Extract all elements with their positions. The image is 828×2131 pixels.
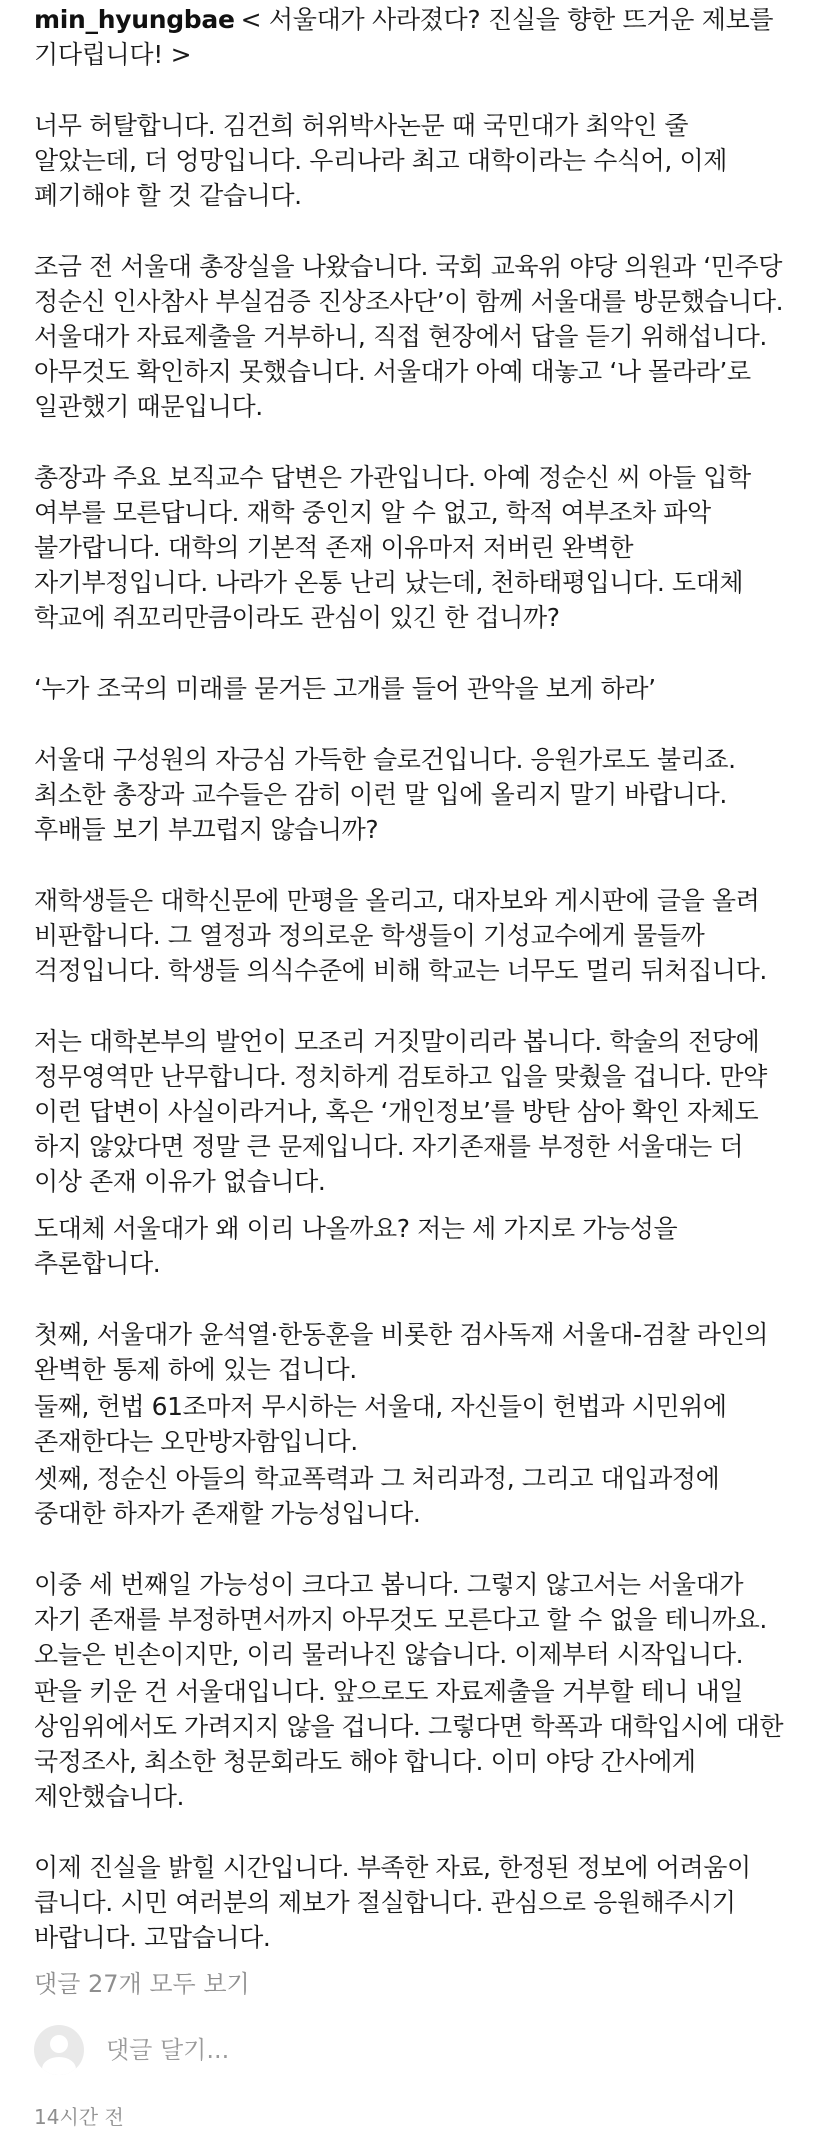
caption-slogan: ‘누가 조국의 미래를 묻거든 고개를 들어 관악을 보게 하라’ bbox=[34, 674, 656, 703]
username-link[interactable]: min_hyungbae bbox=[34, 5, 235, 34]
comment-bar bbox=[34, 2023, 794, 2077]
caption-paragraph-2: 조금 전 서울대 총장실을 나왔습니다. 국회 교육위 야당 의원과 ‘민주당 정순신 인사참사 부실검증 진상조사단’이 함께 서울대를 방문했습니다. 서울대가 자료제출을 거부하니, 직접 현장에서 답을 듣기 위해섭니다. 아무것도 확인하지 못했습니다. 서울대가 아예 대놓고 ‘나 몰라라’로 일관했기 때문입니다. bbox=[34, 252, 784, 421]
caption-paragraph-7: 저는 대학본부의 발언이 모조리 거짓말이리라 봅니다. 학술의 전당에 정무영역만 난무합니다. 정치하게 검토하고 입을 맞췄을 겁니다. 만약 이런 답변이 사실이라거나, 혹은 ‘개인정보’를 방탄 삼아 확인 자체도 하지 않았다면 정말 큰 문제입니다. 자기존재를 부정한 서울대는 더 이상 존재 이유가 없습니다. bbox=[34, 1027, 767, 1196]
caption-paragraph-12: 이중 세 번째일 가능성이 크다고 봅니다. 그렇지 않고서는 서울대가 자기 존재를 부정하면서까지 아무것도 모른다고 할 수 없을 테니까요. 오늘은 빈손이지만, 이리 물러나진 않습니다. 이제부터 시작입니다. bbox=[34, 1570, 767, 1669]
caption-paragraph-14: 이제 진실을 밝힐 시간입니다. 부족한 자료, 한정된 정보에 어려움이 큽니다. 시민 여러분의 제보가 절실합니다. 관심으로 응원해주시기 바랍니다. 고맙습니다. bbox=[34, 1853, 751, 1952]
caption-paragraph-6: 재학생들은 대학신문에 만평을 올리고, 대자보와 게시판에 글을 올려 비판합니다. 그 열정과 정의로운 학생들이 기성교수에게 물들까 걱정입니다. 학생들 의식수준에 비해 학교는 너무도 멀리 뒤처집니다. bbox=[34, 886, 767, 985]
view-all-comments-link[interactable]: 댓글 27개 모두 보기 bbox=[34, 1970, 250, 1998]
caption-paragraph-13: 판을 키운 건 서울대입니다. 앞으로도 자료제출을 거부할 테니 내일 상임위에서도 가려지지 않을 겁니다. 그렇다면 학폭과 대학입시에 대한 국정조사, 최소한 청문회라도 해야 합니다. 이미 야당 간사에게 제안했습니다. bbox=[34, 1677, 784, 1811]
caption-paragraph-3: 총장과 주요 보직교수 답변은 가관입니다. 아예 정순신 씨 아들 입학 여부를 모른답니다. 재학 중인지 알 수 없고, 학적 여부조차 파악 불가랍니다. 대학의 기본적 존재 이유마저 저버린 완벽한 자기부정입니다. 나라가 온통 난리 났는데, 천하태평입니다. 도대체 학교에 쥐꼬리만큼이라도 관심이 있긴 한 겁니까? bbox=[34, 463, 751, 632]
caption-reason-2: 둘째, 헌법 61조마저 무시하는 서울대, 자신들이 헌법과 시민위에 존재한다는 오만방자함입니다. bbox=[34, 1392, 727, 1456]
post-caption bbox=[0, 2, 828, 2131]
caption-reason-1: 첫째, 서울대가 윤석열·한동훈을 비롯한 검사독재 서울대-검찰 라인의 완벽한 통제 하에 있는 겁니다. bbox=[34, 1320, 768, 1384]
post-timestamp: 14시간 전 bbox=[34, 2105, 124, 2129]
caption-paragraph-5: 서울대 구성원의 자긍심 가득한 슬로건입니다. 응원가로도 불리죠. 최소한 총장과 교수들은 감히 이런 말 입에 올리지 말기 바랍니다. 후배들 보기 부끄럽지 않습니까? bbox=[34, 745, 736, 844]
post-title: < 서울대가 사라졌다? 진실을 향한 뜨거운 제보를 기다립니다! > bbox=[34, 5, 774, 69]
caption-header bbox=[34, 2, 794, 72]
caption-paragraph-8: 도대체 서울대가 왜 이리 나올까요? 저는 세 가지로 가능성을 추론합니다. bbox=[34, 1214, 678, 1278]
comment-input[interactable] bbox=[106, 2036, 706, 2064]
caption-reason-3: 셋째, 정순신 아들의 학교폭력과 그 처리과정, 그리고 대입과정에 중대한 하자가 존재할 가능성입니다. bbox=[34, 1464, 720, 1528]
caption-paragraph-1: 너무 허탈합니다. 김건희 허위박사논문 때 국민대가 최악인 줄 알았는데, 더 엉망입니다. 우리나라 최고 대학이라는 수식어, 이제 폐기해야 할 것 같습니다. bbox=[34, 111, 727, 210]
default-avatar-icon bbox=[34, 2025, 84, 2075]
